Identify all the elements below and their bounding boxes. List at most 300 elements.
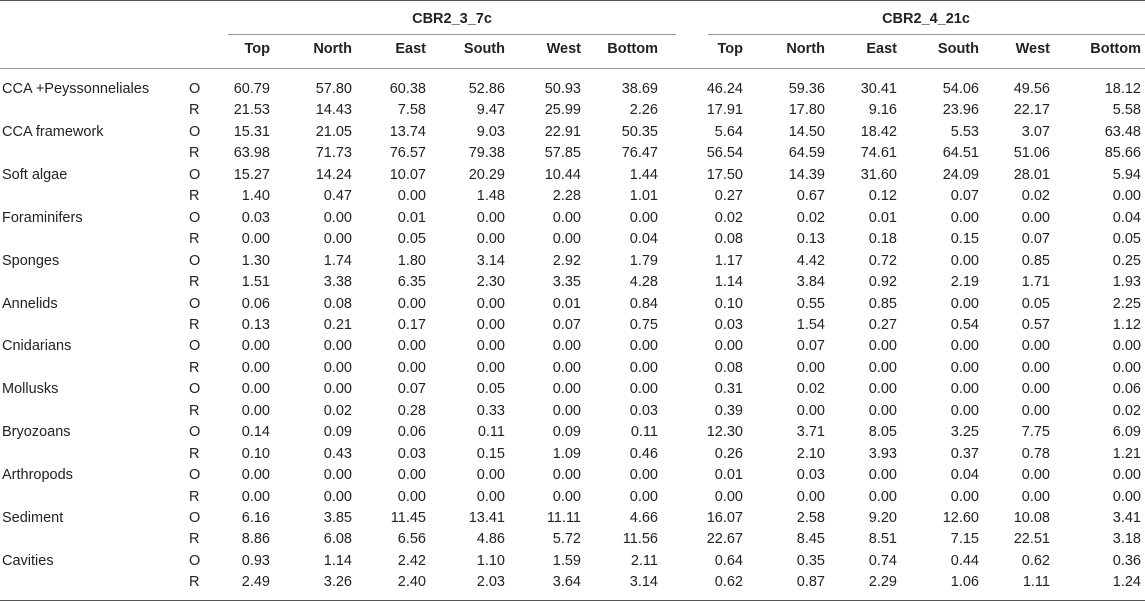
column-header: Bottom bbox=[1090, 41, 1141, 57]
table-cell: 11.11 bbox=[546, 510, 581, 526]
table-cell: 0.00 bbox=[629, 210, 658, 226]
column-header: West bbox=[546, 41, 581, 57]
table-cell: 21.53 bbox=[233, 102, 270, 118]
table-cell: 0.00 bbox=[629, 338, 658, 354]
table-cell: 4.42 bbox=[796, 253, 825, 269]
table-cell: 0.10 bbox=[714, 296, 743, 312]
table-cell: 0.75 bbox=[629, 317, 658, 333]
table-cell: 0.04 bbox=[950, 467, 979, 483]
table-cell: 0.03 bbox=[796, 467, 825, 483]
table-cell: 0.00 bbox=[241, 489, 270, 505]
table-cell: 9.03 bbox=[476, 124, 505, 140]
table-cell: 0.00 bbox=[397, 188, 426, 204]
table-cell: 0.11 bbox=[630, 424, 658, 440]
table-cell: 18.12 bbox=[1104, 81, 1141, 97]
table-cell: 7.75 bbox=[1021, 424, 1050, 440]
table-cell: 0.11 bbox=[477, 424, 505, 440]
table-cell: 0.03 bbox=[714, 317, 743, 333]
table-cell: 13.41 bbox=[468, 510, 505, 526]
table-cell: 2.11 bbox=[630, 553, 658, 569]
row-type: O bbox=[189, 253, 201, 269]
table-cell: 14.50 bbox=[788, 124, 825, 140]
table-cell: 6.56 bbox=[397, 531, 426, 547]
table-cell: 0.00 bbox=[397, 296, 426, 312]
table-cell: 6.35 bbox=[397, 274, 426, 290]
row-type: R bbox=[189, 102, 200, 118]
table-cell: 0.85 bbox=[1021, 253, 1050, 269]
table-cell: 4.86 bbox=[476, 531, 505, 547]
table-cell: 0.00 bbox=[552, 403, 581, 419]
table-cell: 16.07 bbox=[706, 510, 743, 526]
table-cell: 3.18 bbox=[1112, 531, 1141, 547]
table-cell: 0.00 bbox=[1112, 467, 1141, 483]
table-cell: 0.93 bbox=[241, 553, 270, 569]
table-cell: 9.47 bbox=[476, 102, 505, 118]
table-cell: 3.85 bbox=[323, 510, 352, 526]
table-cell: 0.67 bbox=[796, 188, 825, 204]
table-cell: 0.00 bbox=[241, 338, 270, 354]
table-cell: 17.50 bbox=[706, 167, 743, 183]
table-cell: 0.64 bbox=[714, 553, 743, 569]
table-cell: 38.69 bbox=[621, 81, 658, 97]
table-cell: 0.00 bbox=[950, 296, 979, 312]
table-cell: 57.85 bbox=[544, 145, 581, 161]
table-cell: 0.00 bbox=[796, 489, 825, 505]
table-cell: 79.38 bbox=[468, 145, 505, 161]
table-cell: 0.01 bbox=[714, 467, 743, 483]
table-cell: 0.05 bbox=[476, 381, 505, 397]
row-label: Sponges bbox=[2, 253, 60, 269]
table-cell: 6.08 bbox=[323, 531, 352, 547]
table-cell: 2.28 bbox=[552, 188, 581, 204]
table-cell: 1.17 bbox=[714, 253, 743, 269]
table-cell: 12.60 bbox=[942, 510, 979, 526]
row-label: Arthropods bbox=[2, 467, 73, 483]
table-cell: 3.35 bbox=[552, 274, 581, 290]
table-cell: 0.00 bbox=[868, 338, 897, 354]
table-cell: 0.00 bbox=[796, 403, 825, 419]
row-type: O bbox=[189, 381, 201, 397]
table-cell: 0.55 bbox=[796, 296, 825, 312]
table-cell: 22.91 bbox=[544, 124, 581, 140]
table-cell: 0.00 bbox=[1021, 210, 1050, 226]
table-cell: 0.47 bbox=[323, 188, 352, 204]
table-cell: 0.13 bbox=[796, 231, 825, 247]
table-cell: 23.96 bbox=[942, 102, 979, 118]
table-cell: 0.09 bbox=[323, 424, 352, 440]
table-cell: 0.00 bbox=[323, 467, 352, 483]
table-cell: 8.05 bbox=[868, 424, 897, 440]
table-cell: 0.25 bbox=[1112, 253, 1141, 269]
table-cell: 1.93 bbox=[1112, 274, 1141, 290]
table-cell: 0.08 bbox=[714, 360, 743, 376]
table-cell: 0.00 bbox=[714, 338, 743, 354]
table-cell: 14.43 bbox=[315, 102, 352, 118]
table-cell: 8.51 bbox=[868, 531, 897, 547]
table-cell: 0.00 bbox=[323, 338, 352, 354]
table-cell: 2.58 bbox=[796, 510, 825, 526]
table-cell: 0.08 bbox=[323, 296, 352, 312]
table-cell: 0.02 bbox=[1112, 403, 1141, 419]
table-cell: 3.64 bbox=[552, 574, 581, 590]
table-cell: 6.16 bbox=[241, 510, 270, 526]
table-cell: 0.72 bbox=[868, 253, 897, 269]
table-cell: 2.10 bbox=[796, 446, 825, 462]
table-cell: 0.00 bbox=[1112, 338, 1141, 354]
table-cell: 2.29 bbox=[868, 574, 897, 590]
table-cell: 0.04 bbox=[629, 231, 658, 247]
table-cell: 0.09 bbox=[552, 424, 581, 440]
table-cell: 1.74 bbox=[323, 253, 352, 269]
table-cell: 11.45 bbox=[390, 510, 426, 526]
row-type: R bbox=[189, 489, 200, 505]
table-cell: 0.00 bbox=[552, 338, 581, 354]
table-cell: 0.02 bbox=[1021, 188, 1050, 204]
row-type: O bbox=[189, 167, 201, 183]
table-cell: 0.05 bbox=[397, 231, 426, 247]
table-cell: 0.00 bbox=[1021, 381, 1050, 397]
column-header: South bbox=[937, 41, 979, 57]
table-cell: 8.86 bbox=[241, 531, 270, 547]
table-cell: 0.00 bbox=[714, 489, 743, 505]
table-cell: 1.80 bbox=[397, 253, 426, 269]
table-cell: 60.38 bbox=[389, 81, 426, 97]
table-cell: 0.92 bbox=[868, 274, 897, 290]
table-cell: 2.30 bbox=[476, 274, 505, 290]
table-cell: 3.38 bbox=[323, 274, 352, 290]
table-cell: 5.94 bbox=[1112, 167, 1141, 183]
table-cell: 3.71 bbox=[796, 424, 825, 440]
table-cell: 0.26 bbox=[714, 446, 743, 462]
row-label: Soft algae bbox=[2, 167, 68, 183]
row-type: O bbox=[189, 210, 201, 226]
table-cell: 57.80 bbox=[315, 81, 352, 97]
table-cell: 0.62 bbox=[714, 574, 743, 590]
table-cell: 0.00 bbox=[868, 489, 897, 505]
table-cell: 1.48 bbox=[476, 188, 505, 204]
table-cell: 0.00 bbox=[476, 296, 505, 312]
table-cell: 46.24 bbox=[706, 81, 743, 97]
table-cell: 0.15 bbox=[950, 231, 979, 247]
table-cell: 0.01 bbox=[397, 210, 426, 226]
table-cell: 60.79 bbox=[233, 81, 270, 97]
table-cell: 0.00 bbox=[552, 467, 581, 483]
table-cell: 64.59 bbox=[788, 145, 825, 161]
table-cell: 3.26 bbox=[323, 574, 352, 590]
table-cell: 0.02 bbox=[714, 210, 743, 226]
table-cell: 52.86 bbox=[468, 81, 505, 97]
row-type: O bbox=[189, 510, 201, 526]
table-cell: 0.35 bbox=[796, 553, 825, 569]
table-cell: 54.06 bbox=[942, 81, 979, 97]
table-cell: 0.10 bbox=[241, 446, 270, 462]
table-cell: 0.21 bbox=[323, 317, 352, 333]
table-cell: 51.06 bbox=[1013, 145, 1050, 161]
table-cell: 9.16 bbox=[868, 102, 897, 118]
table-cell: 0.00 bbox=[476, 338, 505, 354]
table-cell: 0.00 bbox=[1112, 489, 1141, 505]
table-cell: 7.58 bbox=[397, 102, 426, 118]
group-header: CBR2_4_21c bbox=[882, 11, 970, 27]
table-cell: 0.00 bbox=[323, 381, 352, 397]
table-cell: 10.08 bbox=[1013, 510, 1050, 526]
table-cell: 0.00 bbox=[629, 467, 658, 483]
table-cell: 2.49 bbox=[241, 574, 270, 590]
table-cell: 0.00 bbox=[868, 467, 897, 483]
table-cell: 1.12 bbox=[1112, 317, 1141, 333]
table-cell: 50.35 bbox=[621, 124, 658, 140]
table-cell: 0.00 bbox=[323, 360, 352, 376]
table-cell: 11.56 bbox=[622, 531, 658, 547]
table-cell: 0.07 bbox=[950, 188, 979, 204]
group-rule-2 bbox=[708, 34, 1145, 35]
column-header: North bbox=[313, 41, 352, 57]
column-header: Top bbox=[244, 41, 270, 57]
table-cell: 0.07 bbox=[796, 338, 825, 354]
table-cell: 4.66 bbox=[629, 510, 658, 526]
table-cell: 13.74 bbox=[389, 124, 426, 140]
table-cell: 0.00 bbox=[629, 489, 658, 505]
table-cell: 5.58 bbox=[1112, 102, 1141, 118]
table-cell: 1.10 bbox=[476, 553, 505, 569]
table-cell: 0.00 bbox=[950, 360, 979, 376]
table-cell: 0.00 bbox=[950, 381, 979, 397]
table-cell: 0.03 bbox=[241, 210, 270, 226]
table-cell: 0.00 bbox=[476, 467, 505, 483]
table-cell: 0.06 bbox=[1112, 381, 1141, 397]
table-cell: 0.28 bbox=[397, 403, 426, 419]
table-cell: 49.56 bbox=[1013, 81, 1050, 97]
table-cell: 0.44 bbox=[950, 553, 979, 569]
table-cell: 0.57 bbox=[1021, 317, 1050, 333]
table-cell: 2.25 bbox=[1112, 296, 1141, 312]
table-cell: 0.06 bbox=[397, 424, 426, 440]
table-cell: 0.62 bbox=[1021, 553, 1050, 569]
table-cell: 1.09 bbox=[552, 446, 581, 462]
row-type: O bbox=[189, 424, 201, 440]
table-cell: 0.01 bbox=[868, 210, 897, 226]
column-header: North bbox=[786, 41, 825, 57]
table-cell: 0.05 bbox=[1112, 231, 1141, 247]
table-cell: 25.99 bbox=[544, 102, 581, 118]
table-cell: 0.00 bbox=[397, 338, 426, 354]
table-cell: 63.48 bbox=[1104, 124, 1141, 140]
table-cell: 0.36 bbox=[1112, 553, 1141, 569]
table-cell: 7.15 bbox=[950, 531, 979, 547]
table-cell: 76.47 bbox=[621, 145, 658, 161]
table-cell: 0.00 bbox=[950, 338, 979, 354]
table-cell: 0.00 bbox=[950, 253, 979, 269]
row-type: R bbox=[189, 274, 200, 290]
row-type: O bbox=[189, 81, 201, 97]
table-cell: 0.00 bbox=[397, 489, 426, 505]
table-cell: 30.41 bbox=[860, 81, 897, 97]
row-label: Annelids bbox=[2, 296, 58, 312]
table-cell: 0.00 bbox=[241, 381, 270, 397]
table-cell: 0.12 bbox=[868, 188, 897, 204]
table-cell: 1.51 bbox=[241, 274, 270, 290]
table-cell: 0.84 bbox=[629, 296, 658, 312]
row-type: R bbox=[189, 403, 200, 419]
table-cell: 0.54 bbox=[950, 317, 979, 333]
table-cell: 0.00 bbox=[950, 489, 979, 505]
table-cell: 0.85 bbox=[868, 296, 897, 312]
table-cell: 0.07 bbox=[552, 317, 581, 333]
table-cell: 0.27 bbox=[868, 317, 897, 333]
table-cell: 14.39 bbox=[788, 167, 825, 183]
table-cell: 3.07 bbox=[1021, 124, 1050, 140]
table-cell: 0.46 bbox=[629, 446, 658, 462]
table-cell: 17.80 bbox=[788, 102, 825, 118]
row-type: R bbox=[189, 317, 200, 333]
table-cell: 71.73 bbox=[315, 145, 352, 161]
table-cell: 0.00 bbox=[323, 210, 352, 226]
table-cell: 0.00 bbox=[868, 403, 897, 419]
table-cell: 1.71 bbox=[1021, 274, 1050, 290]
row-label: Foraminifers bbox=[2, 210, 83, 226]
table-cell: 12.30 bbox=[706, 424, 743, 440]
table-cell: 63.98 bbox=[233, 145, 270, 161]
table-cell: 1.24 bbox=[1112, 574, 1141, 590]
table-cell: 0.00 bbox=[796, 360, 825, 376]
group-header: CBR2_3_7c bbox=[412, 11, 492, 27]
row-type: R bbox=[189, 574, 200, 590]
table-cell: 0.00 bbox=[241, 360, 270, 376]
table-cell: 5.64 bbox=[714, 124, 743, 140]
header-rule bbox=[0, 68, 1145, 69]
table-cell: 0.00 bbox=[629, 360, 658, 376]
table-cell: 1.40 bbox=[241, 188, 270, 204]
table-cell: 0.00 bbox=[1112, 360, 1141, 376]
table-cell: 15.27 bbox=[233, 167, 270, 183]
table-cell: 1.79 bbox=[629, 253, 658, 269]
table-cell: 0.00 bbox=[397, 360, 426, 376]
table-cell: 56.54 bbox=[706, 145, 743, 161]
table-cell: 0.00 bbox=[629, 381, 658, 397]
table-cell: 0.00 bbox=[476, 210, 505, 226]
table-cell: 1.11 bbox=[1022, 574, 1050, 590]
row-type: O bbox=[189, 553, 201, 569]
table-cell: 0.00 bbox=[323, 489, 352, 505]
table-cell: 15.31 bbox=[233, 124, 270, 140]
table-cell: 14.24 bbox=[315, 167, 352, 183]
table-cell: 0.00 bbox=[476, 231, 505, 247]
table-cell: 22.67 bbox=[706, 531, 743, 547]
table-cell: 20.29 bbox=[468, 167, 505, 183]
group-rule-1 bbox=[228, 34, 676, 35]
table-cell: 1.30 bbox=[241, 253, 270, 269]
table-cell: 0.00 bbox=[1021, 403, 1050, 419]
column-header: East bbox=[866, 41, 897, 57]
table-cell: 3.14 bbox=[629, 574, 658, 590]
table-cell: 0.00 bbox=[552, 489, 581, 505]
table-cell: 3.14 bbox=[476, 253, 505, 269]
row-type: R bbox=[189, 188, 200, 204]
row-label: CCA framework bbox=[2, 124, 104, 140]
row-type: O bbox=[189, 338, 201, 354]
table-cell: 0.74 bbox=[868, 553, 897, 569]
table-cell: 0.00 bbox=[1112, 188, 1141, 204]
table-cell: 0.27 bbox=[714, 188, 743, 204]
table-cell: 5.72 bbox=[552, 531, 581, 547]
table-cell: 1.44 bbox=[629, 167, 658, 183]
row-label: Cnidarians bbox=[2, 338, 72, 354]
column-header: East bbox=[395, 41, 426, 57]
row-type: O bbox=[189, 296, 201, 312]
table-cell: 0.00 bbox=[323, 231, 352, 247]
row-type: R bbox=[189, 446, 200, 462]
table-cell: 28.01 bbox=[1013, 167, 1050, 183]
table-cell: 0.00 bbox=[241, 467, 270, 483]
table-cell: 0.00 bbox=[241, 231, 270, 247]
table-cell: 2.03 bbox=[476, 574, 505, 590]
table-cell: 10.44 bbox=[544, 167, 581, 183]
table-cell: 85.66 bbox=[1104, 145, 1141, 161]
row-type: R bbox=[189, 145, 200, 161]
table-cell: 0.33 bbox=[476, 403, 505, 419]
table-cell: 0.00 bbox=[552, 210, 581, 226]
table-cell: 0.00 bbox=[476, 360, 505, 376]
table-cell: 1.14 bbox=[323, 553, 352, 569]
table-cell: 1.21 bbox=[1112, 446, 1141, 462]
table-cell: 17.91 bbox=[706, 102, 743, 118]
row-label: Cavities bbox=[2, 553, 54, 569]
column-header: Top bbox=[717, 41, 743, 57]
table-cell: 0.02 bbox=[323, 403, 352, 419]
table-cell: 1.01 bbox=[629, 188, 658, 204]
table-cell: 0.78 bbox=[1021, 446, 1050, 462]
table-cell: 0.00 bbox=[552, 231, 581, 247]
table-cell: 22.51 bbox=[1013, 531, 1050, 547]
table-cell: 2.26 bbox=[629, 102, 658, 118]
table-cell: 0.00 bbox=[1021, 338, 1050, 354]
table-cell: 9.20 bbox=[868, 510, 897, 526]
table-cell: 0.05 bbox=[1021, 296, 1050, 312]
table-cell: 0.00 bbox=[868, 381, 897, 397]
table-cell: 0.08 bbox=[714, 231, 743, 247]
table-cell: 0.04 bbox=[1112, 210, 1141, 226]
table-cell: 74.61 bbox=[860, 145, 897, 161]
table-cell: 0.87 bbox=[796, 574, 825, 590]
table-cell: 64.51 bbox=[942, 145, 979, 161]
row-label: Sediment bbox=[2, 510, 64, 526]
table-cell: 3.84 bbox=[796, 274, 825, 290]
table-cell: 0.02 bbox=[796, 210, 825, 226]
table-cell: 0.00 bbox=[1021, 489, 1050, 505]
table-cell: 4.28 bbox=[629, 274, 658, 290]
table-cell: 0.37 bbox=[950, 446, 979, 462]
table-cell: 2.19 bbox=[950, 274, 979, 290]
table-cell: 0.13 bbox=[241, 317, 270, 333]
table-cell: 0.01 bbox=[552, 296, 581, 312]
table-cell: 10.07 bbox=[389, 167, 426, 183]
table-cell: 59.36 bbox=[788, 81, 825, 97]
column-header: Bottom bbox=[607, 41, 658, 57]
table-cell: 0.00 bbox=[868, 360, 897, 376]
table-cell: 22.17 bbox=[1013, 102, 1050, 118]
row-type: O bbox=[189, 467, 201, 483]
table-cell: 0.00 bbox=[552, 381, 581, 397]
table-cell: 1.14 bbox=[714, 274, 743, 290]
table-cell: 1.59 bbox=[552, 553, 581, 569]
table-cell: 24.09 bbox=[942, 167, 979, 183]
row-label: Mollusks bbox=[2, 381, 59, 397]
table-cell: 0.07 bbox=[1021, 231, 1050, 247]
table-cell: 3.93 bbox=[868, 446, 897, 462]
row-type: R bbox=[189, 531, 200, 547]
table-cell: 0.06 bbox=[241, 296, 270, 312]
table-cell: 0.15 bbox=[476, 446, 505, 462]
